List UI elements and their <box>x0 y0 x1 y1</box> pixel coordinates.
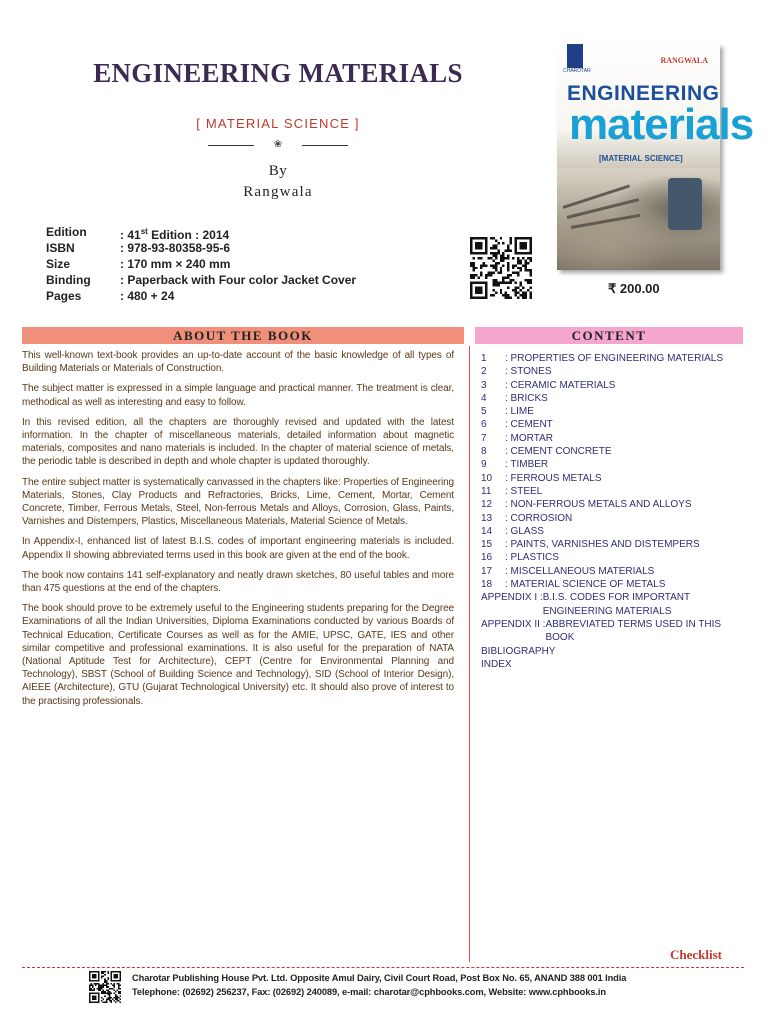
toc-item: 3 : CERAMIC MATERIALS <box>481 379 616 391</box>
footer-contact: Telephone: (02692) 256237, Fax: (02692) 240089, e-mail: charotar@cphbooks.com, Website: www.cphbooks.in <box>132 987 606 997</box>
footer-qr-code-icon[interactable] <box>89 971 121 1003</box>
toc-item: 9 : TIMBER <box>481 459 549 471</box>
spec-value: : 170 mm × 240 mm <box>120 257 231 271</box>
author-name: Rangwala <box>243 184 313 200</box>
cover-title-line1: ENGINEERING <box>567 82 720 105</box>
toc-item: 8 : CEMENT CONCRETE <box>481 446 612 458</box>
toc-item: 5 : LIME <box>481 406 534 418</box>
spec-label: Pages <box>46 289 82 303</box>
book-price: ₹ 200.00 <box>608 281 660 296</box>
toc-item: 7 : MORTAR <box>481 432 553 444</box>
book-specs <box>46 224 356 304</box>
spec-label: ISBN <box>46 241 75 255</box>
footer-divider <box>22 967 744 968</box>
book-subtitle: [ MATERIAL SCIENCE ] <box>196 116 360 131</box>
toc-item: 2 : STONES <box>481 366 552 378</box>
book-title: ENGINEERING MATERIALS <box>93 58 463 88</box>
spec-value: : 41st Edition : 2014 <box>120 227 230 242</box>
checklist-link[interactable]: Checklist <box>670 947 722 962</box>
cover-subtitle: [MATERIAL SCIENCE] <box>599 154 683 163</box>
toc-item: 15 : PAINTS, VARNISHES AND DISTEMPERS <box>481 539 700 551</box>
about-paragraph: The book now contains 141 self-explanatory and neatly drawn sketches, 80 useful tables and more than 475 questions at the end of the chapters. <box>22 569 454 595</box>
cover-title-line2: materials <box>569 100 754 149</box>
toc-item: 1 : PROPERTIES OF ENGINEERING MATERIALS <box>481 353 724 364</box>
by-label: By <box>268 163 288 179</box>
toc-item: 16 : PLASTICS <box>481 552 559 564</box>
spec-row-isbn <box>46 240 356 256</box>
toc-item: 6 : CEMENT <box>481 419 553 431</box>
spec-row-pages <box>46 288 356 304</box>
spec-label: Binding <box>46 273 91 287</box>
toc-item: 14 : GLASS <box>481 525 544 537</box>
column-divider <box>469 346 470 962</box>
qr-code-icon[interactable] <box>470 237 532 299</box>
about-heading: ABOUT THE BOOK <box>22 327 464 344</box>
toc-item: 11 : STEEL <box>481 485 543 497</box>
toc-item: 12 : NON-FERROUS METALS AND ALLOYS <box>481 499 692 511</box>
about-paragraph: In Appendix-I, enhanced list of latest B.I.S. codes of important engineering materials is included. Appendix II showing abbreviated terms used in this book are given at the end of the book. <box>22 536 454 561</box>
spec-label: Edition <box>46 225 87 239</box>
about-paragraph: This well-known text-book provides an up-to-date account of the basic knowledge of all types of Building Materials or Materials of Construction. <box>22 350 454 375</box>
content-list <box>481 352 743 671</box>
flower-icon: ❀ <box>273 139 283 150</box>
toc-item: 18 : MATERIAL SCIENCE OF METALS <box>481 579 666 591</box>
spec-value: : 480 + 24 <box>120 289 175 303</box>
about-paragraph: In this revised edition, all the chapters are thoroughly revised and updated with the latest information. In the chapter of miscellaneous materials, detailed information about magnetic materials, composites and nano materials is included. In the chapter of material science of metals, the periodic table is described in depth and whole chapter is updated thoroughly. <box>22 416 454 468</box>
toc-index: INDEX <box>481 658 512 670</box>
cover-photo <box>557 168 720 270</box>
spec-label: Size <box>46 257 71 271</box>
toc-item: 10 : FERROUS METALS <box>481 472 602 484</box>
spec-row-binding <box>46 272 356 288</box>
spec-row-size <box>46 256 356 272</box>
toc-appendix: APPENDIX II : ABBREVIATED TERMS USED IN THIS BOOK <box>481 618 722 644</box>
ornament-divider <box>208 138 348 152</box>
content-heading: CONTENT <box>475 327 743 344</box>
publisher-logo-icon <box>567 44 583 68</box>
about-paragraph: The entire subject matter is systematically canvassed in the chapters like: Properties of Engineering Materials, Stones, Clay Products and Refractories, Bricks, Lime, Cement, Mortar, Cement Concrete, Timber, Ferrous Metals, Steel, Non-ferrous Metals and Alloys, Corrosion, Glass, Paints, Varnishes and Distempers, Plastics, Miscellaneous Materials, Material Science of Metals. <box>22 476 454 528</box>
about-paragraph: The book should prove to be extremely useful to the Engineering students preparing for the Degree Examinations of all the Indian Universities, Diploma Examinations conducted by various Boards of Technical Education, Certificate Courses as well as for the AMIE, UPSC, GATE, IES and other similar competitive and professional examinations. It is also useful for the preparation of NATA (National Aptitude Test for Architecture), CEPT (Centre for Environmental Planning and Technology), SBST (School of Building Science and Technology), SID (School of Interior Design), AIEEE (Architecture), GTU (Gujarat Technological University) etc. It should also prove of interest to the practising professionals. <box>22 603 454 707</box>
spec-value: : 978-93-80358-95-6 <box>120 241 231 255</box>
spec-row-edition <box>46 224 356 240</box>
toc-bibliography: BIBLIOGRAPHY <box>481 645 556 657</box>
about-paragraph: The subject matter is expressed in a simple language and practical manner. The treatment is clear, methodical as well as interesting and easy to follow. <box>22 383 454 408</box>
cover-author: RANGWALA <box>660 56 708 65</box>
about-section <box>22 349 454 715</box>
cover-publisher-tag: CHAROTAR <box>563 68 591 74</box>
spec-value: : Paperback with Four color Jacket Cover <box>120 273 357 287</box>
book-cover-image <box>557 44 754 270</box>
toc-item: 13 : CORROSION <box>481 512 573 524</box>
footer-address: Charotar Publishing House Pvt. Ltd. Opposite Amul Dairy, Civil Court Road, Post Box No. 65, ANAND 388 001 India <box>132 973 627 983</box>
toc-item: 17 : MISCELLANEOUS MATERIALS <box>481 565 655 577</box>
toc-appendix: APPENDIX I : B.I.S. CODES FOR IMPORTANT ENGINEERING MATERIALS <box>481 592 690 617</box>
toc-item: 4 : BRICKS <box>481 392 548 404</box>
